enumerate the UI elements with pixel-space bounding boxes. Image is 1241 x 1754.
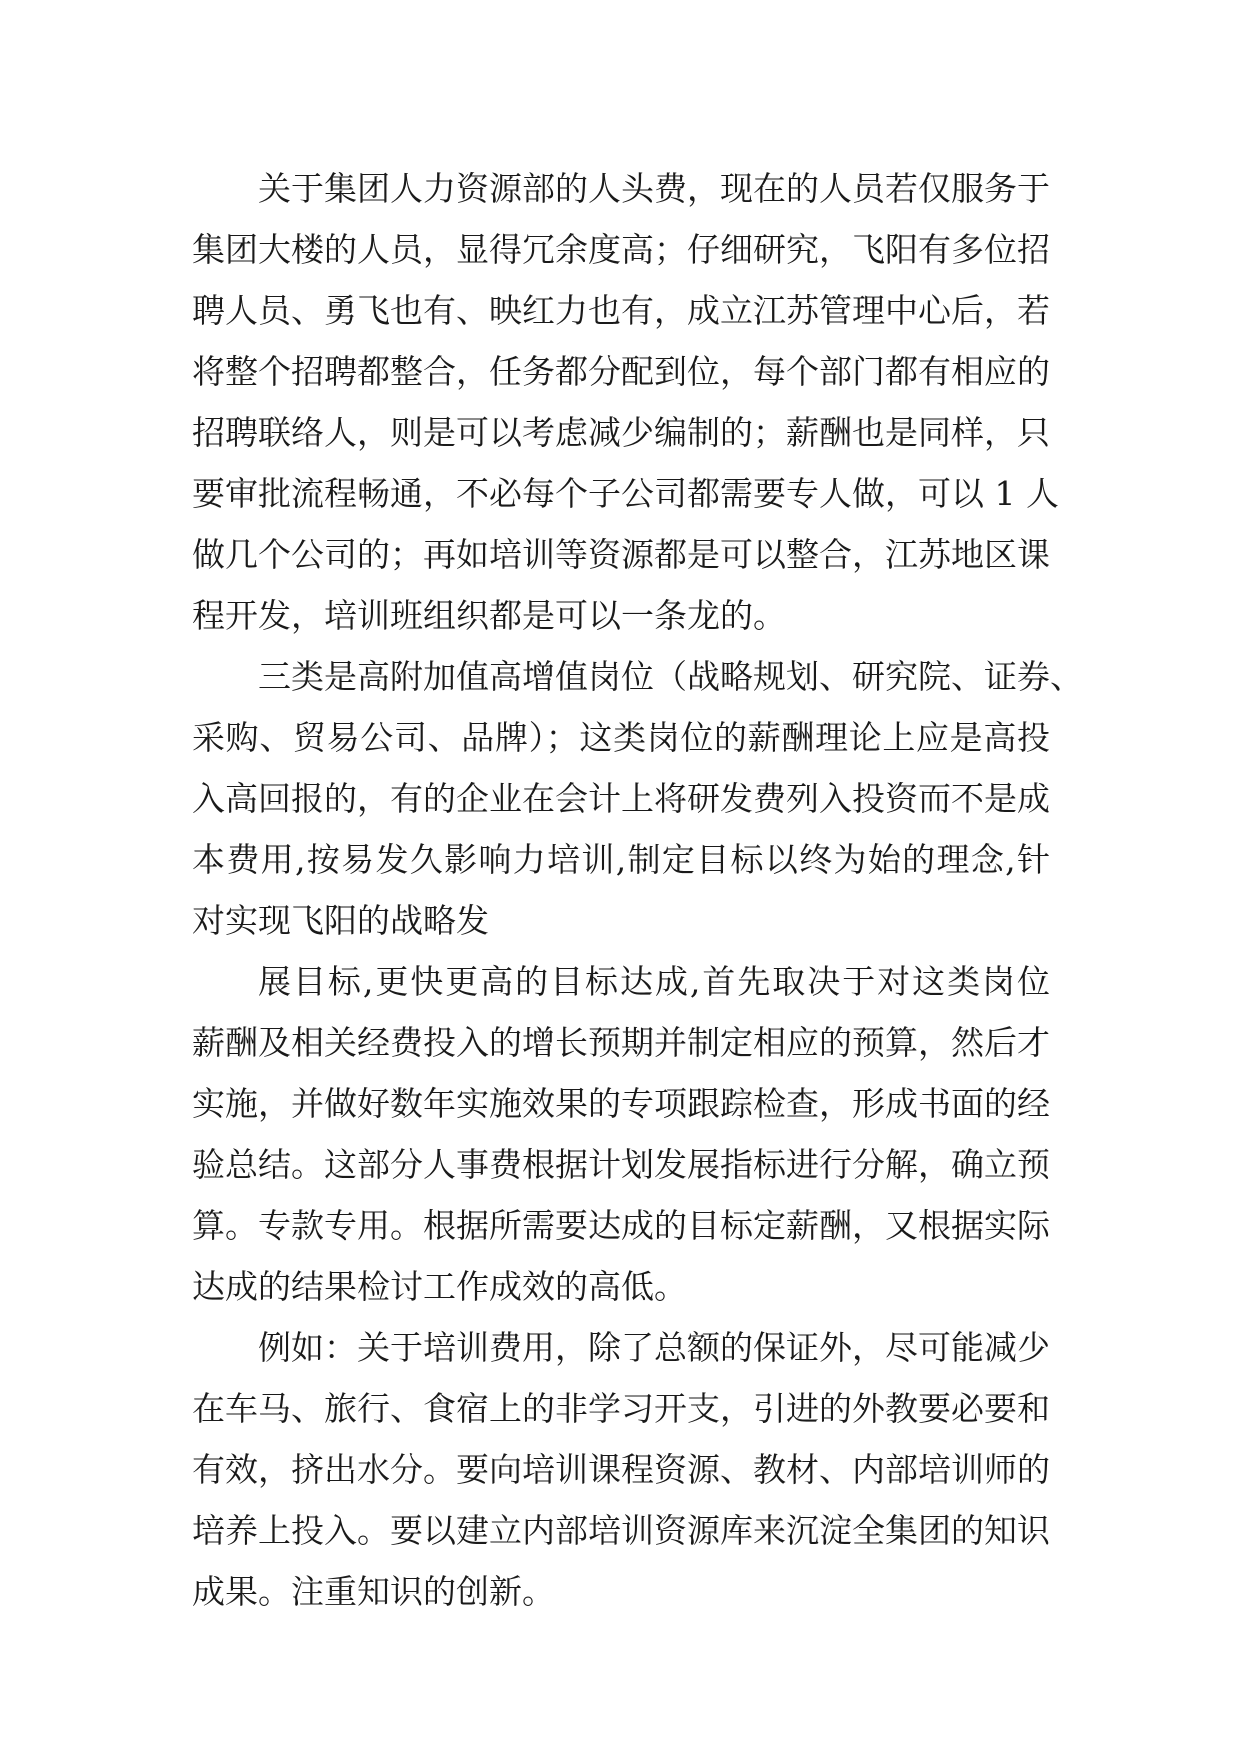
paragraph-3 [192, 951, 1050, 1317]
text-line: 达成的结果检讨工作成效的高低。 [192, 1267, 687, 1306]
text-line: 验总结。这部分人事费根据计划发展指标进行分解，确立预 [192, 1145, 1050, 1184]
text-line: 聘人员、勇飞也有、映红力也有，成立江苏管理中心后，若 [192, 291, 1050, 330]
text-line: 要审批流程畅通，不必每个子公司都需要专人做，可以 1 人 [192, 474, 1059, 513]
paragraph-2 [192, 646, 1083, 951]
text-line: 例如：关于培训费用，除了总额的保证外，尽可能减少 [258, 1328, 1050, 1367]
text-line: 算。专款专用。根据所需要达成的目标定薪酬，又根据实际 [192, 1206, 1050, 1245]
paragraph-4 [192, 1317, 1050, 1622]
text-line: 展目标,更快更高的目标达成,首先取决于对这类岗位 [258, 962, 1050, 1001]
text-line: 对实现飞阳的战略发 [192, 901, 489, 940]
text-line: 有效，挤出水分。要向培训课程资源、教材、内部培训师的 [192, 1450, 1050, 1489]
text-line: 在车马、旅行、食宿上的非学习开支，引进的外教要必要和 [192, 1389, 1050, 1428]
text-line: 采购、贸易公司、品牌）；这类岗位的薪酬理论上应是高投 [192, 718, 1050, 757]
text-line: 程开发，培训班组织都是可以一条龙的。 [192, 596, 786, 635]
document-body [192, 158, 1083, 1622]
text-line: 实施，并做好数年实施效果的专项跟踪检查，形成书面的经 [192, 1084, 1050, 1123]
text-line: 培养上投入。要以建立内部培训资源库来沉淀全集团的知识 [192, 1511, 1050, 1550]
text-line: 关于集团人力资源部的人头费，现在的人员若仅服务于 [258, 169, 1050, 208]
text-line: 成果。注重知识的创新。 [192, 1572, 555, 1611]
text-line: 集团大楼的人员，显得冗余度高；仔细研究，飞阳有多位招 [192, 230, 1050, 269]
text-line: 做几个公司的；再如培训等资源都是可以整合，江苏地区课 [192, 535, 1050, 574]
text-line: 本费用,按易发久影响力培训,制定目标以终为始的理念,针 [192, 840, 1050, 879]
text-line: 薪酬及相关经费投入的增长预期并制定相应的预算，然后才 [192, 1023, 1050, 1062]
text-line: 将整个招聘都整合，任务都分配到位，每个部门都有相应的 [192, 352, 1050, 391]
text-line: 入高回报的，有的企业在会计上将研发费列入投资而不是成 [192, 779, 1050, 818]
text-line: 三类是高附加值高增值岗位（战略规划、研究院、证券、 [258, 657, 1083, 696]
paragraph-1 [192, 158, 1059, 646]
text-line: 招聘联络人，则是可以考虑减少编制的；薪酬也是同样，只 [192, 413, 1050, 452]
